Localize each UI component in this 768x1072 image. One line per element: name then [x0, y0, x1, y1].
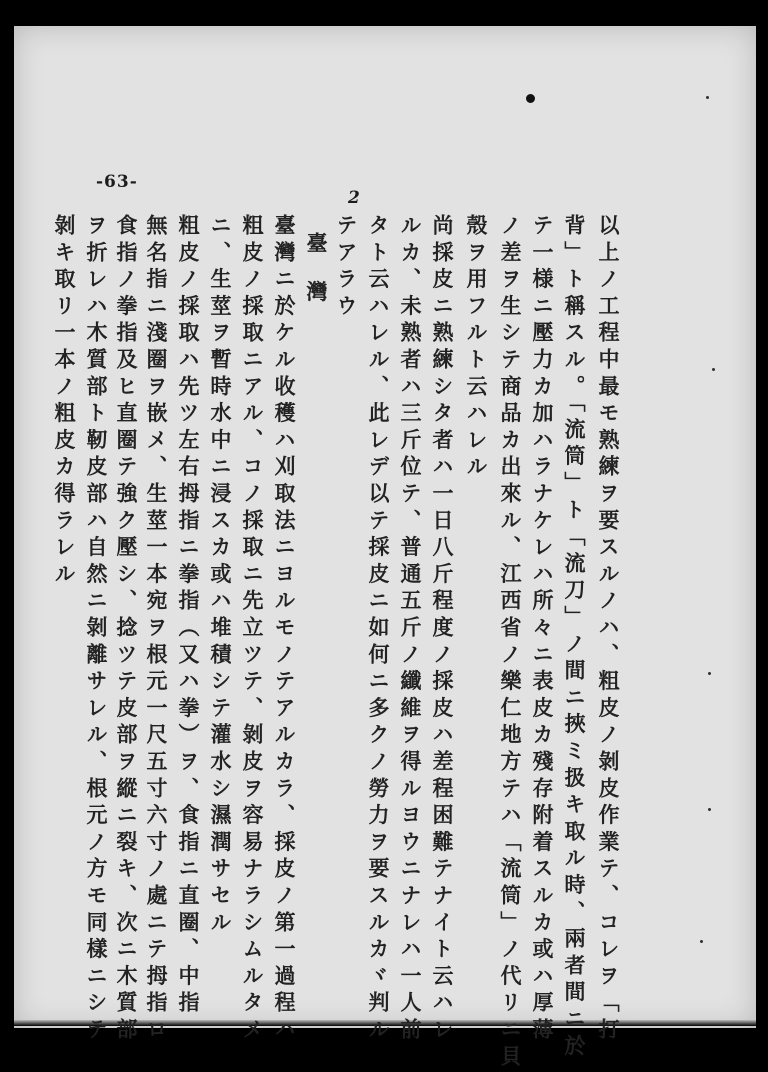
text-column: テアラウ — [334, 214, 359, 322]
dust-speck — [700, 940, 703, 943]
ink-blot — [526, 94, 535, 103]
text-column: 殼ヲ用フルト云ハレル — [464, 214, 489, 482]
dust-speck — [708, 808, 711, 811]
section-heading: 臺 灣 — [304, 232, 329, 312]
text-column: ヲ折レハ木質部ト靭皮部ハ自然ニ剝離サレル、根元ノ方モ同樣ニシテ — [84, 214, 109, 1045]
text-column: 尚採皮ニ熟練シタ者ハ一日八斤程度ノ採皮ハ差程困難テナイト云ハレ — [430, 214, 455, 1045]
text-column: テ一様ニ壓力カ加ハラナケレハ所々ニ表皮カ殘存附着スルカ或ハ厚薄 — [530, 214, 555, 1045]
text-column: 粗皮ノ採取ハ先ツ左右拇指ニ拳指（又ハ拳）ヲ、食指ニ直圈、中指 — [176, 214, 201, 1018]
dust-speck — [712, 368, 715, 371]
page-number: -63- — [96, 172, 138, 192]
text-column: 臺灣ニ於ケル收穫ハ刈取法ニヨルモノテアルカラ、採皮ノ第一過程ハ — [272, 214, 297, 1045]
text-column: ルカ、未熟者ハ三斤位テ、普通五斤ノ纖維ヲ得ルヨウニナレハ一人前 — [398, 214, 423, 1045]
dust-speck — [706, 96, 709, 99]
text-column: タト云ハレル、此レデ以テ採皮ニ如何ニ多クノ勞力ヲ要スルカヾ判ル — [366, 214, 391, 1045]
text-column: 食指ノ拳指及ヒ直圈テ強ク壓シ、捻ツテ皮部ヲ縱ニ裂キ、次ニ木質部 — [114, 214, 139, 1045]
text-column: ノ差ヲ生シテ商品カ出來ル、江西省ノ樂仁地方テハ「流筒」ノ代リニ貝 — [498, 214, 523, 1072]
dust-speck — [708, 672, 711, 675]
text-column: 背」ト稱スル。「流筒」ト「流刀」ノ間ニ挾ミ扱キ取ル時、兩者間ニ於 — [562, 214, 587, 1062]
text-column: ニ、生莖ヲ暫時水中ニ浸スカ或ハ堆積シテ灌水シ濕潤サセル — [208, 214, 233, 938]
text-column: 無名指ニ淺圈ヲ嵌メ、生莖一本宛ヲ根元一尺五寸六寸ノ處ニテ拇指ロ — [144, 214, 169, 1045]
text-column: 粗皮ノ採取ニアル、コノ採取ニ先立ツテ、剝皮ヲ容易ナラシムルタメ — [240, 214, 265, 1045]
text-column: 剝キ取リ一本ノ粗皮カ得ラレル — [52, 214, 77, 590]
text-column: 以上ノ工程中最モ熟練ヲ要スルノハ、粗皮ノ剝皮作業テ、コレヲ「打 — [596, 214, 621, 1045]
section-number: 2 — [348, 188, 360, 208]
